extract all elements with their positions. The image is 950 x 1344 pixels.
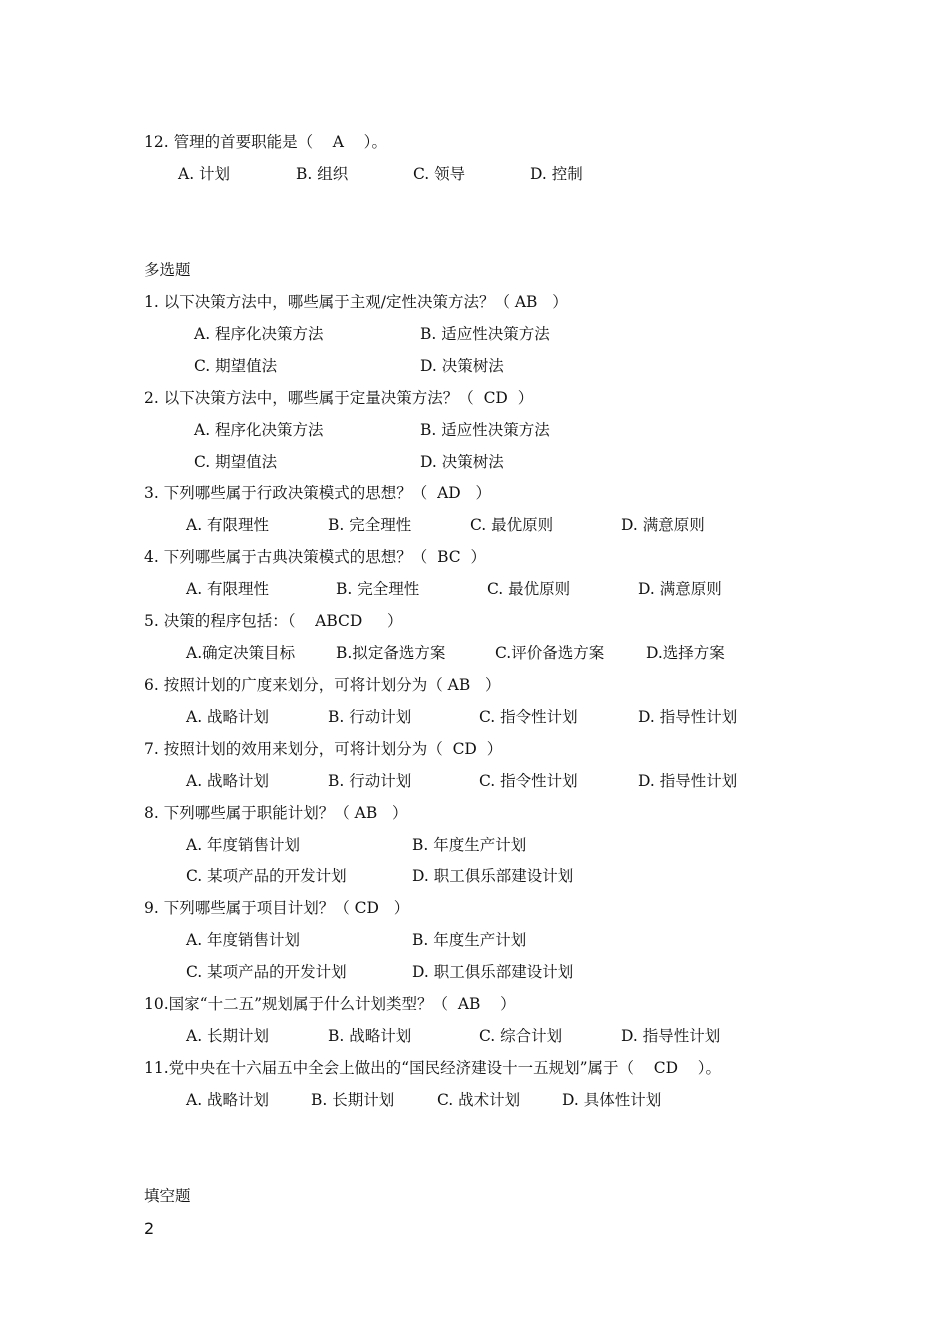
options-multi-9-row2 [0, 956, 950, 988]
question-multi-8: 8. 下列哪些属于职能计划？（ AB ） [144, 804, 408, 822]
option-b: B. 完全理性 [336, 580, 420, 598]
option-a: A. 程序化决策方法 [194, 325, 324, 343]
question-multi-11: 11.党中央在十六届五中全会上做出的“国民经济建设十一五规划”属于（ CD ）。 [144, 1059, 721, 1077]
question-12: 12. 管理的首要职能是（ A ）。 [144, 133, 387, 151]
option-b: B. 战略计划 [328, 1027, 412, 1045]
options-multi-6 [0, 701, 950, 733]
option-c: C. 期望值法 [194, 357, 278, 375]
option-a: A. 年度销售计划 [186, 836, 301, 854]
options-multi-2-row1 [0, 414, 950, 446]
options-multi-8-row2 [0, 860, 950, 892]
option-d: D. 职工俱乐部建设计划 [412, 867, 574, 885]
option-c: C.评价备选方案 [495, 644, 605, 662]
option-c: C. 最优原则 [487, 580, 571, 598]
question-multi-6: 6. 按照计划的广度来划分，可将计划分为（ AB ） [144, 676, 501, 694]
options-multi-10 [0, 1020, 950, 1052]
page-number: 2 [144, 1219, 155, 1238]
option-b: B.拟定备选方案 [336, 644, 446, 662]
options-multi-1-row1 [0, 318, 950, 350]
option-a: A. 计划 [178, 165, 231, 183]
option-a: A. 程序化决策方法 [194, 421, 324, 439]
option-a: A. 有限理性 [186, 516, 270, 534]
option-d: D. 决策树法 [420, 453, 504, 471]
option-c: C. 指令性计划 [479, 772, 578, 790]
option-c: C. 最优原则 [470, 516, 554, 534]
option-a: A. 年度销售计划 [186, 931, 301, 949]
question-multi-10: 10.国家“十二五”规划属于什么计划类型？（ AB ） [144, 995, 516, 1013]
option-c: C. 某项产品的开发计划 [186, 963, 347, 981]
option-a: A. 战略计划 [186, 1091, 270, 1109]
question-multi-4: 4. 下列哪些属于古典决策模式的思想？（ BC ） [144, 548, 486, 566]
options-multi-9-row1 [0, 924, 950, 956]
options-multi-1-row2 [0, 350, 950, 382]
question-multi-7: 7. 按照计划的效用来划分，可将计划分为（ CD ） [144, 740, 503, 758]
option-b: B. 行动计划 [328, 772, 412, 790]
option-b: B. 组织 [296, 165, 349, 183]
option-d: D. 指导性计划 [638, 772, 738, 790]
option-b: B. 年度生产计划 [412, 931, 527, 949]
option-a: A.确定决策目标 [186, 644, 296, 662]
option-a: A. 长期计划 [186, 1027, 270, 1045]
option-b: B. 适应性决策方法 [420, 325, 550, 343]
option-a: A. 有限理性 [186, 580, 270, 598]
section-heading-multi: 多选题 [144, 261, 191, 279]
option-b: B. 年度生产计划 [412, 836, 527, 854]
options-multi-11 [0, 1084, 950, 1116]
option-c: C. 领导 [413, 165, 466, 183]
question-multi-9: 9. 下列哪些属于项目计划？（ CD ） [144, 899, 410, 917]
option-c: C. 某项产品的开发计划 [186, 867, 347, 885]
option-b: B. 长期计划 [311, 1091, 395, 1109]
option-d: D.选择方案 [646, 644, 725, 662]
option-d: D. 决策树法 [420, 357, 504, 375]
section-heading-fill: 填空题 [144, 1187, 191, 1205]
option-c: C. 指令性计划 [479, 708, 578, 726]
option-c: C. 期望值法 [194, 453, 278, 471]
option-d: D. 控制 [530, 165, 583, 183]
option-a: A. 战略计划 [186, 772, 270, 790]
option-b: B. 适应性决策方法 [420, 421, 550, 439]
option-b: B. 完全理性 [328, 516, 412, 534]
option-b: B. 行动计划 [328, 708, 412, 726]
options-multi-4 [0, 573, 950, 605]
option-d: D. 满意原则 [621, 516, 705, 534]
question-multi-1: 1. 以下决策方法中，哪些属于主观/定性决策方法？（ AB ） [144, 293, 568, 311]
question-multi-3: 3. 下列哪些属于行政决策模式的思想？（ AD ） [144, 484, 491, 502]
option-d: D. 具体性计划 [562, 1091, 662, 1109]
question-multi-5: 5. 决策的程序包括：（ ABCD ） [144, 612, 403, 630]
options-multi-8-row1 [0, 829, 950, 861]
option-d: D. 满意原则 [638, 580, 722, 598]
option-a: A. 战略计划 [186, 708, 270, 726]
options-multi-2-row2 [0, 446, 950, 478]
options-multi-3 [0, 509, 950, 541]
options-12 [0, 158, 950, 190]
option-c: C. 战术计划 [437, 1091, 521, 1109]
option-c: C. 综合计划 [479, 1027, 563, 1045]
option-d: D. 指导性计划 [621, 1027, 721, 1045]
option-d: D. 指导性计划 [638, 708, 738, 726]
options-multi-5 [0, 637, 950, 669]
option-d: D. 职工俱乐部建设计划 [412, 963, 574, 981]
options-multi-7 [0, 765, 950, 797]
question-multi-2: 2. 以下决策方法中，哪些属于定量决策方法？（ CD ） [144, 389, 534, 407]
